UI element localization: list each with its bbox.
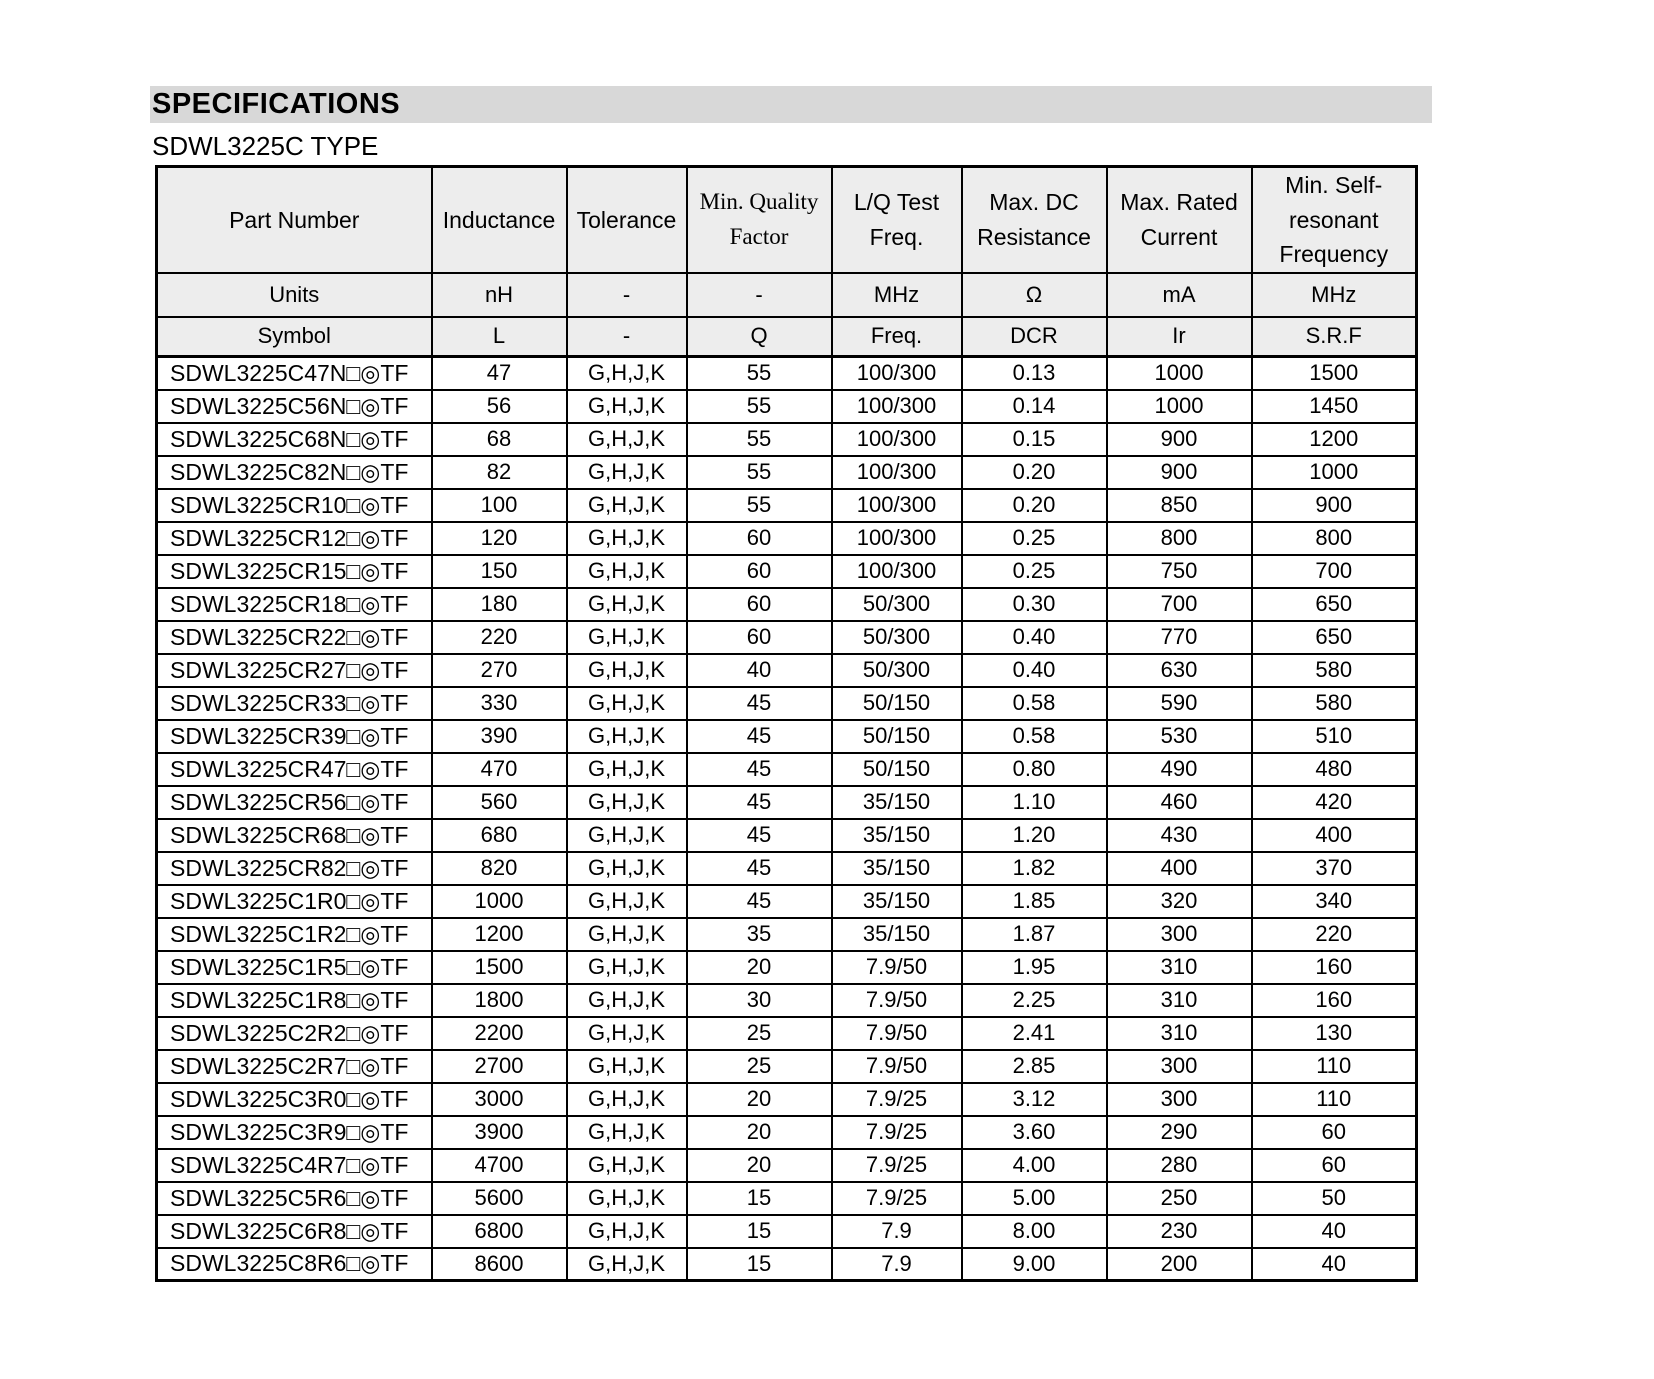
symbol-lq-test-freq: Freq. [832, 317, 962, 357]
table-row [157, 390, 1417, 423]
cell-part-number: SDWL3225CR68□◎TF [157, 819, 432, 852]
cell-max-rated-current: 590 [1107, 687, 1252, 720]
cell-tolerance: G,H,J,K [567, 819, 687, 852]
cell-max-rated-current: 630 [1107, 654, 1252, 687]
cell-tolerance: G,H,J,K [567, 753, 687, 786]
cell-max-rated-current: 200 [1107, 1248, 1252, 1281]
cell-min-self-resonant-frequency: 580 [1252, 654, 1417, 687]
cell-min-self-resonant-frequency: 1500 [1252, 357, 1417, 390]
cell-min-quality-factor: 45 [687, 819, 832, 852]
table-row [157, 1017, 1417, 1050]
cell-max-dc-resistance: 1.82 [962, 852, 1107, 885]
type-title: SDWL3225C TYPE [152, 131, 379, 161]
cell-part-number: SDWL3225CR10□◎TF [157, 489, 432, 522]
cell-tolerance: G,H,J,K [567, 555, 687, 588]
cell-tolerance: G,H,J,K [567, 852, 687, 885]
cell-min-quality-factor: 15 [687, 1248, 832, 1281]
cell-max-rated-current: 250 [1107, 1182, 1252, 1215]
cell-part-number: SDWL3225CR18□◎TF [157, 588, 432, 621]
units-inductance: nH [432, 273, 567, 317]
cell-min-self-resonant-frequency: 110 [1252, 1050, 1417, 1083]
symbol-tolerance: - [567, 317, 687, 357]
cell-inductance: 6800 [432, 1215, 567, 1248]
cell-max-dc-resistance: 1.87 [962, 918, 1107, 951]
cell-min-self-resonant-frequency: 50 [1252, 1182, 1417, 1215]
cell-inductance: 680 [432, 819, 567, 852]
cell-inductance: 2200 [432, 1017, 567, 1050]
cell-max-dc-resistance: 3.12 [962, 1083, 1107, 1116]
units-min-quality-factor: - [687, 273, 832, 317]
table-row [157, 687, 1417, 720]
table-row [157, 819, 1417, 852]
cell-tolerance: G,H,J,K [567, 588, 687, 621]
col-header-min-self-resonant-frequency: Min. Self-resonant Frequency [1252, 167, 1417, 273]
cell-max-rated-current: 460 [1107, 786, 1252, 819]
cell-inductance: 120 [432, 522, 567, 555]
cell-part-number: SDWL3225C2R7□◎TF [157, 1050, 432, 1083]
cell-lq-test-freq: 7.9/50 [832, 951, 962, 984]
cell-min-self-resonant-frequency: 800 [1252, 522, 1417, 555]
cell-tolerance: G,H,J,K [567, 489, 687, 522]
cell-inductance: 68 [432, 423, 567, 456]
cell-max-dc-resistance: 0.20 [962, 489, 1107, 522]
cell-part-number: SDWL3225CR12□◎TF [157, 522, 432, 555]
cell-max-rated-current: 230 [1107, 1215, 1252, 1248]
cell-inductance: 4700 [432, 1149, 567, 1182]
table-row [157, 654, 1417, 687]
table-row [157, 555, 1417, 588]
cell-part-number: SDWL3225C82N□◎TF [157, 456, 432, 489]
symbol-label: Symbol [157, 317, 432, 357]
cell-max-dc-resistance: 0.40 [962, 621, 1107, 654]
cell-lq-test-freq: 50/150 [832, 753, 962, 786]
cell-part-number: SDWL3225C3R9□◎TF [157, 1116, 432, 1149]
table-row [157, 1215, 1417, 1248]
cell-max-dc-resistance: 2.85 [962, 1050, 1107, 1083]
cell-tolerance: G,H,J,K [567, 1215, 687, 1248]
table-header-row [157, 167, 1417, 273]
cell-part-number: SDWL3225C6R8□◎TF [157, 1215, 432, 1248]
table-row [157, 720, 1417, 753]
cell-tolerance: G,H,J,K [567, 456, 687, 489]
cell-lq-test-freq: 35/150 [832, 885, 962, 918]
table-row [157, 522, 1417, 555]
cell-part-number: SDWL3225CR82□◎TF [157, 852, 432, 885]
cell-max-dc-resistance: 8.00 [962, 1215, 1107, 1248]
cell-min-quality-factor: 30 [687, 984, 832, 1017]
cell-tolerance: G,H,J,K [567, 654, 687, 687]
cell-inductance: 3900 [432, 1116, 567, 1149]
cell-min-quality-factor: 25 [687, 1017, 832, 1050]
cell-lq-test-freq: 50/300 [832, 621, 962, 654]
symbol-max-rated-current: Ir [1107, 317, 1252, 357]
cell-min-self-resonant-frequency: 340 [1252, 885, 1417, 918]
cell-part-number: SDWL3225CR33□◎TF [157, 687, 432, 720]
cell-lq-test-freq: 100/300 [832, 456, 962, 489]
cell-max-dc-resistance: 0.25 [962, 522, 1107, 555]
cell-max-dc-resistance: 0.25 [962, 555, 1107, 588]
cell-lq-test-freq: 7.9 [832, 1248, 962, 1281]
col-header-max-dc-resistance: Max. DC Resistance [962, 167, 1107, 273]
cell-part-number: SDWL3225C5R6□◎TF [157, 1182, 432, 1215]
cell-tolerance: G,H,J,K [567, 951, 687, 984]
table-row [157, 1149, 1417, 1182]
cell-max-rated-current: 310 [1107, 984, 1252, 1017]
cell-max-rated-current: 300 [1107, 918, 1252, 951]
cell-max-rated-current: 1000 [1107, 357, 1252, 390]
cell-max-rated-current: 490 [1107, 753, 1252, 786]
cell-tolerance: G,H,J,K [567, 390, 687, 423]
cell-tolerance: G,H,J,K [567, 1248, 687, 1281]
table-row [157, 1248, 1417, 1281]
cell-max-dc-resistance: 1.85 [962, 885, 1107, 918]
table-row [157, 984, 1417, 1017]
cell-part-number: SDWL3225C56N□◎TF [157, 390, 432, 423]
spec-table [155, 165, 1418, 1282]
cell-tolerance: G,H,J,K [567, 357, 687, 390]
table-row [157, 753, 1417, 786]
cell-max-dc-resistance: 0.58 [962, 687, 1107, 720]
units-min-self-resonant-frequency: MHz [1252, 273, 1417, 317]
cell-part-number: SDWL3225CR47□◎TF [157, 753, 432, 786]
units-max-dc-resistance: Ω [962, 273, 1107, 317]
cell-min-self-resonant-frequency: 370 [1252, 852, 1417, 885]
cell-min-quality-factor: 35 [687, 918, 832, 951]
table-row [157, 1182, 1417, 1215]
cell-min-quality-factor: 20 [687, 1149, 832, 1182]
symbol-min-quality-factor: Q [687, 317, 832, 357]
cell-min-self-resonant-frequency: 160 [1252, 951, 1417, 984]
cell-max-dc-resistance: 0.30 [962, 588, 1107, 621]
cell-tolerance: G,H,J,K [567, 687, 687, 720]
cell-min-self-resonant-frequency: 480 [1252, 753, 1417, 786]
cell-max-rated-current: 850 [1107, 489, 1252, 522]
cell-lq-test-freq: 35/150 [832, 918, 962, 951]
col-header-inductance: Inductance [432, 167, 567, 273]
cell-lq-test-freq: 7.9/50 [832, 1050, 962, 1083]
cell-min-quality-factor: 60 [687, 621, 832, 654]
table-row [157, 951, 1417, 984]
cell-inductance: 390 [432, 720, 567, 753]
cell-min-self-resonant-frequency: 420 [1252, 786, 1417, 819]
cell-min-quality-factor: 45 [687, 885, 832, 918]
table-row [157, 588, 1417, 621]
cell-min-quality-factor: 55 [687, 357, 832, 390]
cell-lq-test-freq: 7.9 [832, 1215, 962, 1248]
table-row [157, 489, 1417, 522]
cell-lq-test-freq: 100/300 [832, 357, 962, 390]
cell-min-quality-factor: 45 [687, 687, 832, 720]
cell-max-dc-resistance: 0.14 [962, 390, 1107, 423]
cell-lq-test-freq: 50/300 [832, 588, 962, 621]
cell-part-number: SDWL3225C8R6□◎TF [157, 1248, 432, 1281]
cell-max-dc-resistance: 0.13 [962, 357, 1107, 390]
table-row [157, 786, 1417, 819]
cell-min-quality-factor: 20 [687, 1083, 832, 1116]
cell-min-quality-factor: 20 [687, 1116, 832, 1149]
cell-min-quality-factor: 60 [687, 522, 832, 555]
cell-min-self-resonant-frequency: 60 [1252, 1149, 1417, 1182]
cell-min-self-resonant-frequency: 160 [1252, 984, 1417, 1017]
table-row [157, 852, 1417, 885]
cell-max-dc-resistance: 1.95 [962, 951, 1107, 984]
cell-max-dc-resistance: 1.10 [962, 786, 1107, 819]
cell-max-rated-current: 770 [1107, 621, 1252, 654]
cell-inductance: 270 [432, 654, 567, 687]
cell-part-number: SDWL3225CR39□◎TF [157, 720, 432, 753]
cell-max-dc-resistance: 4.00 [962, 1149, 1107, 1182]
cell-min-quality-factor: 45 [687, 753, 832, 786]
cell-lq-test-freq: 35/150 [832, 786, 962, 819]
cell-min-self-resonant-frequency: 580 [1252, 687, 1417, 720]
cell-tolerance: G,H,J,K [567, 1182, 687, 1215]
col-header-part-number: Part Number [157, 167, 432, 273]
cell-min-self-resonant-frequency: 60 [1252, 1116, 1417, 1149]
cell-part-number: SDWL3225C1R2□◎TF [157, 918, 432, 951]
cell-min-self-resonant-frequency: 700 [1252, 555, 1417, 588]
cell-part-number: SDWL3225C2R2□◎TF [157, 1017, 432, 1050]
cell-max-rated-current: 300 [1107, 1083, 1252, 1116]
cell-min-self-resonant-frequency: 650 [1252, 621, 1417, 654]
cell-min-self-resonant-frequency: 130 [1252, 1017, 1417, 1050]
cell-min-quality-factor: 15 [687, 1182, 832, 1215]
cell-min-quality-factor: 40 [687, 654, 832, 687]
cell-inductance: 1800 [432, 984, 567, 1017]
table-units-row [157, 273, 1417, 317]
cell-inductance: 5600 [432, 1182, 567, 1215]
cell-max-rated-current: 300 [1107, 1050, 1252, 1083]
cell-min-self-resonant-frequency: 220 [1252, 918, 1417, 951]
units-tolerance: - [567, 273, 687, 317]
cell-lq-test-freq: 7.9/25 [832, 1116, 962, 1149]
cell-min-self-resonant-frequency: 40 [1252, 1248, 1417, 1281]
cell-max-rated-current: 430 [1107, 819, 1252, 852]
cell-tolerance: G,H,J,K [567, 1050, 687, 1083]
cell-part-number: SDWL3225C3R0□◎TF [157, 1083, 432, 1116]
cell-tolerance: G,H,J,K [567, 786, 687, 819]
cell-max-dc-resistance: 0.58 [962, 720, 1107, 753]
cell-tolerance: G,H,J,K [567, 1116, 687, 1149]
cell-min-self-resonant-frequency: 510 [1252, 720, 1417, 753]
cell-inductance: 100 [432, 489, 567, 522]
cell-max-rated-current: 290 [1107, 1116, 1252, 1149]
cell-lq-test-freq: 35/150 [832, 819, 962, 852]
cell-lq-test-freq: 100/300 [832, 489, 962, 522]
cell-max-rated-current: 320 [1107, 885, 1252, 918]
cell-min-quality-factor: 55 [687, 489, 832, 522]
cell-max-rated-current: 900 [1107, 423, 1252, 456]
cell-part-number: SDWL3225C1R5□◎TF [157, 951, 432, 984]
table-symbol-row [157, 317, 1417, 357]
cell-max-rated-current: 700 [1107, 588, 1252, 621]
section-title: SPECIFICATIONS [152, 88, 401, 120]
cell-min-quality-factor: 60 [687, 588, 832, 621]
table-row [157, 456, 1417, 489]
symbol-min-self-resonant-frequency: S.R.F [1252, 317, 1417, 357]
cell-inductance: 330 [432, 687, 567, 720]
cell-inductance: 56 [432, 390, 567, 423]
cell-lq-test-freq: 100/300 [832, 555, 962, 588]
cell-max-dc-resistance: 5.00 [962, 1182, 1107, 1215]
cell-inductance: 47 [432, 357, 567, 390]
cell-inductance: 820 [432, 852, 567, 885]
cell-lq-test-freq: 7.9/50 [832, 1017, 962, 1050]
cell-max-rated-current: 750 [1107, 555, 1252, 588]
cell-max-rated-current: 900 [1107, 456, 1252, 489]
cell-tolerance: G,H,J,K [567, 423, 687, 456]
cell-max-dc-resistance: 0.80 [962, 753, 1107, 786]
cell-lq-test-freq: 100/300 [832, 390, 962, 423]
cell-max-rated-current: 1000 [1107, 390, 1252, 423]
cell-tolerance: G,H,J,K [567, 1017, 687, 1050]
cell-tolerance: G,H,J,K [567, 522, 687, 555]
cell-max-rated-current: 280 [1107, 1149, 1252, 1182]
cell-tolerance: G,H,J,K [567, 621, 687, 654]
cell-inductance: 3000 [432, 1083, 567, 1116]
cell-min-self-resonant-frequency: 650 [1252, 588, 1417, 621]
table-row [157, 621, 1417, 654]
col-header-min-quality-factor: Min. Quality Factor [687, 167, 832, 273]
cell-lq-test-freq: 7.9/25 [832, 1149, 962, 1182]
cell-lq-test-freq: 7.9/25 [832, 1182, 962, 1215]
cell-inductance: 1000 [432, 885, 567, 918]
cell-part-number: SDWL3225C1R0□◎TF [157, 885, 432, 918]
cell-max-rated-current: 800 [1107, 522, 1252, 555]
cell-max-dc-resistance: 2.41 [962, 1017, 1107, 1050]
units-label: Units [157, 273, 432, 317]
cell-inductance: 150 [432, 555, 567, 588]
cell-min-self-resonant-frequency: 110 [1252, 1083, 1417, 1116]
col-header-max-rated-current: Max. Rated Current [1107, 167, 1252, 273]
cell-lq-test-freq: 50/150 [832, 687, 962, 720]
units-max-rated-current: mA [1107, 273, 1252, 317]
cell-min-quality-factor: 25 [687, 1050, 832, 1083]
cell-inductance: 2700 [432, 1050, 567, 1083]
cell-part-number: SDWL3225CR56□◎TF [157, 786, 432, 819]
cell-min-self-resonant-frequency: 400 [1252, 819, 1417, 852]
cell-part-number: SDWL3225CR27□◎TF [157, 654, 432, 687]
cell-max-dc-resistance: 0.20 [962, 456, 1107, 489]
units-lq-test-freq: MHz [832, 273, 962, 317]
cell-max-dc-resistance: 1.20 [962, 819, 1107, 852]
cell-min-quality-factor: 55 [687, 390, 832, 423]
symbol-max-dc-resistance: DCR [962, 317, 1107, 357]
col-header-lq-test-freq: L/Q Test Freq. [832, 167, 962, 273]
section-title-bar [150, 86, 1432, 123]
cell-min-quality-factor: 55 [687, 423, 832, 456]
table-row [157, 1116, 1417, 1149]
cell-part-number: SDWL3225C4R7□◎TF [157, 1149, 432, 1182]
table-row [157, 423, 1417, 456]
cell-tolerance: G,H,J,K [567, 984, 687, 1017]
cell-min-quality-factor: 55 [687, 456, 832, 489]
cell-min-self-resonant-frequency: 900 [1252, 489, 1417, 522]
cell-min-quality-factor: 60 [687, 555, 832, 588]
cell-tolerance: G,H,J,K [567, 1149, 687, 1182]
cell-min-quality-factor: 20 [687, 951, 832, 984]
cell-max-rated-current: 400 [1107, 852, 1252, 885]
cell-max-dc-resistance: 0.15 [962, 423, 1107, 456]
table-row [157, 357, 1417, 390]
cell-min-quality-factor: 45 [687, 852, 832, 885]
cell-part-number: SDWL3225C1R8□◎TF [157, 984, 432, 1017]
cell-inductance: 560 [432, 786, 567, 819]
cell-inductance: 470 [432, 753, 567, 786]
cell-max-dc-resistance: 3.60 [962, 1116, 1107, 1149]
cell-lq-test-freq: 100/300 [832, 423, 962, 456]
cell-min-quality-factor: 45 [687, 786, 832, 819]
symbol-inductance: L [432, 317, 567, 357]
cell-max-rated-current: 530 [1107, 720, 1252, 753]
cell-min-quality-factor: 15 [687, 1215, 832, 1248]
cell-inductance: 8600 [432, 1248, 567, 1281]
cell-inductance: 180 [432, 588, 567, 621]
cell-lq-test-freq: 7.9/25 [832, 1083, 962, 1116]
cell-max-dc-resistance: 2.25 [962, 984, 1107, 1017]
cell-lq-test-freq: 7.9/50 [832, 984, 962, 1017]
cell-lq-test-freq: 100/300 [832, 522, 962, 555]
cell-max-dc-resistance: 9.00 [962, 1248, 1107, 1281]
cell-min-self-resonant-frequency: 1450 [1252, 390, 1417, 423]
cell-part-number: SDWL3225CR15□◎TF [157, 555, 432, 588]
cell-inductance: 220 [432, 621, 567, 654]
cell-min-self-resonant-frequency: 40 [1252, 1215, 1417, 1248]
cell-tolerance: G,H,J,K [567, 1083, 687, 1116]
cell-inductance: 1500 [432, 951, 567, 984]
cell-part-number: SDWL3225CR22□◎TF [157, 621, 432, 654]
cell-lq-test-freq: 35/150 [832, 852, 962, 885]
table-row [157, 918, 1417, 951]
cell-inductance: 82 [432, 456, 567, 489]
cell-min-self-resonant-frequency: 1000 [1252, 456, 1417, 489]
cell-max-rated-current: 310 [1107, 1017, 1252, 1050]
cell-min-self-resonant-frequency: 1200 [1252, 423, 1417, 456]
spec-table-body [157, 357, 1417, 1281]
table-row [157, 1083, 1417, 1116]
cell-lq-test-freq: 50/300 [832, 654, 962, 687]
cell-min-quality-factor: 45 [687, 720, 832, 753]
cell-tolerance: G,H,J,K [567, 918, 687, 951]
cell-part-number: SDWL3225C68N□◎TF [157, 423, 432, 456]
cell-tolerance: G,H,J,K [567, 720, 687, 753]
cell-part-number: SDWL3225C47N□◎TF [157, 357, 432, 390]
cell-tolerance: G,H,J,K [567, 885, 687, 918]
table-row [157, 1050, 1417, 1083]
cell-max-rated-current: 310 [1107, 951, 1252, 984]
cell-max-dc-resistance: 0.40 [962, 654, 1107, 687]
cell-lq-test-freq: 50/150 [832, 720, 962, 753]
cell-inductance: 1200 [432, 918, 567, 951]
col-header-tolerance: Tolerance [567, 167, 687, 273]
table-row [157, 885, 1417, 918]
